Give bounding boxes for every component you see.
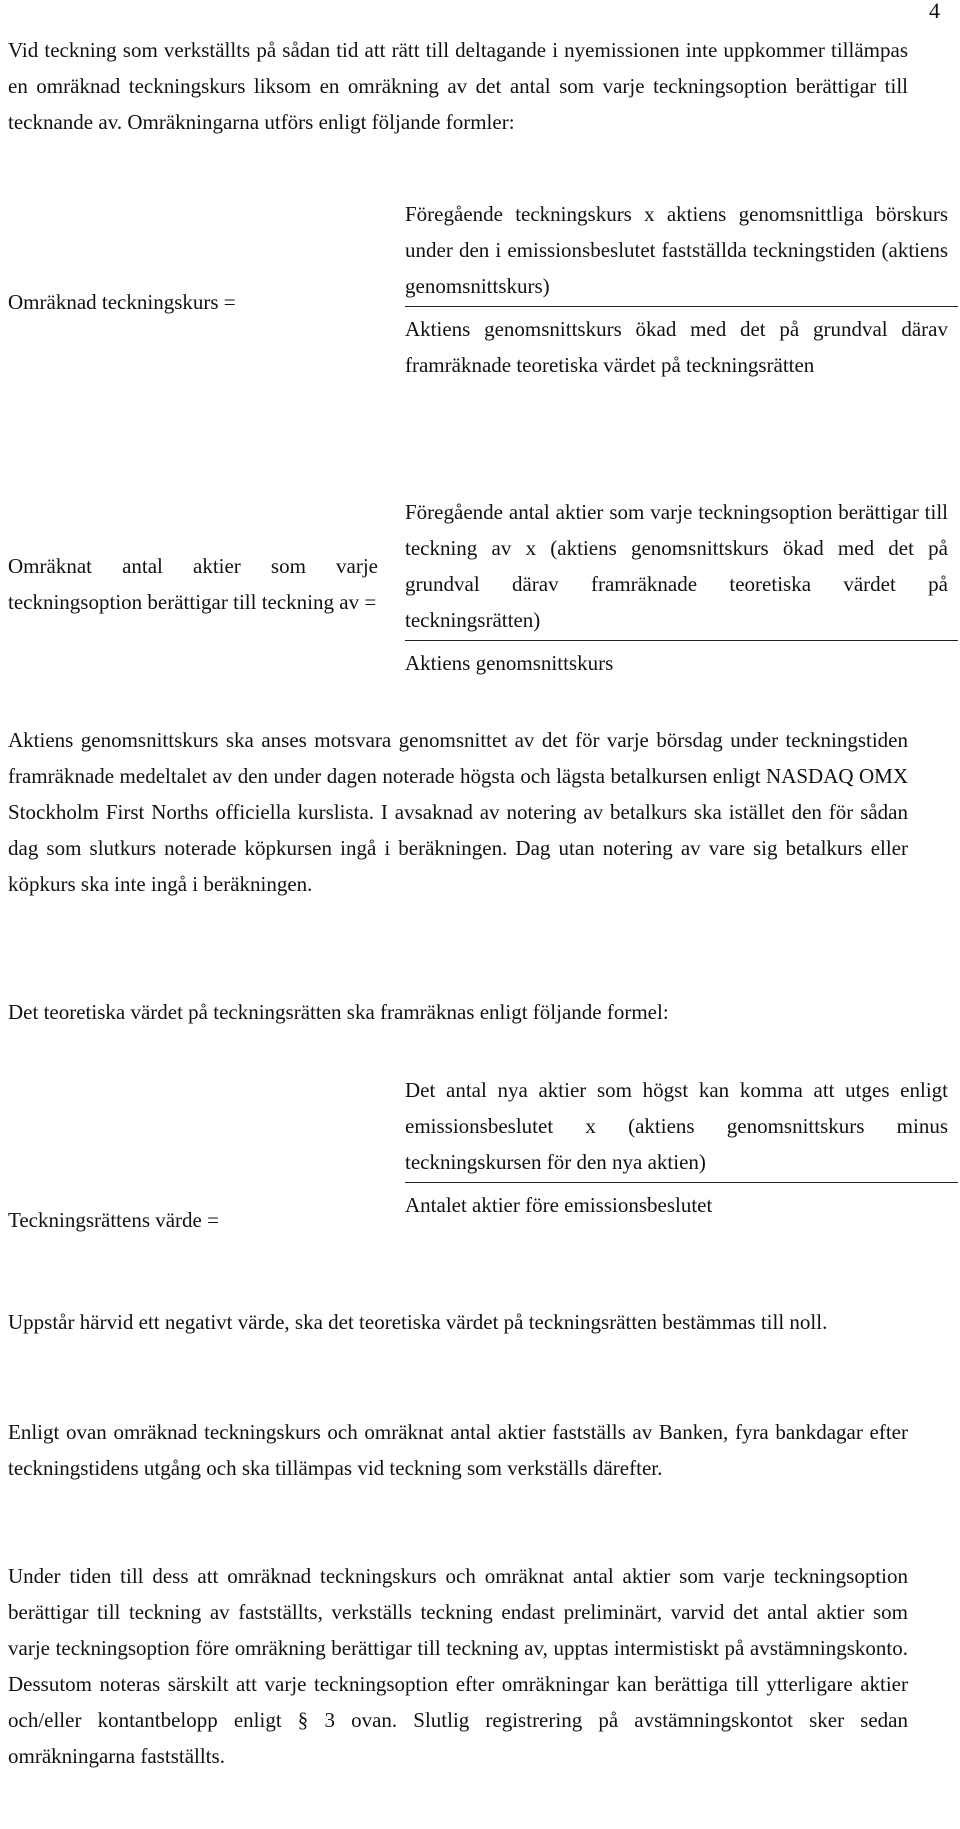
fraction-numerator: Föregående antal aktier som varje teckningsoption berättigar till teckning av x (aktiens genomsnittskurs ökad med det på grundval därav framräknade teoretiska värdet på teckningsrätten) [405,500,948,632]
paragraph-banken: Enligt ovan omräknad teckningskurs och omräknat antal aktier fastställs av Banken, fyra bankdagar efter teckningstidens utgång och ska tillämpas vid teckning som verkställs därefter. [8,1420,908,1480]
paragraph-teoretiska-vardet: Det teoretiska värdet på teckningsrätten ska framräknas enligt följande formel: [8,1000,669,1024]
fraction-numerator: Föregående teckningskurs x aktiens genomsnittliga börskurs under den i emissionsbeslutet fastställda teckningstiden (aktiens genomsnittskurs) [405,202,948,298]
fraction [405,1072,958,1223]
intro-paragraph: Vid teckning som verkställts på sådan tid att rätt till deltagande i nyemissionen inte uppkommer tillämpas en omräknad teckningskurs liksom en omräkning av det antal som varje teckningsoption berättigar till tecknande av. Omräkningarna utförs enligt följande formler: [8,38,908,134]
fraction [405,196,958,383]
fraction-bar [405,1182,958,1183]
fraction-denominator: Aktiens genomsnittskurs [405,651,614,675]
fraction-denominator: Aktiens genomsnittskurs ökad med det på grundval därav framräknade teoretiska värdet på teckningsrätten [405,317,948,377]
fraction-bar [405,306,958,307]
fraction-denominator: Antalet aktier före emissionsbeslutet [405,1193,713,1217]
formula-lhs: Omräknad teckningskurs = [8,290,236,314]
formula-omraknad-teckningskurs [8,196,958,406]
paragraph-preliminart: Under tiden till dess att omräknad teckningskurs och omräknat antal aktier som varje teckningsoption berättigar till teckning av fastställts, verkställs teckning endast preliminärt, varvid det antal aktier som varje teckningsoption före omräkning berättigar till teckning av, upptas intermistiskt på avstämningskonto. Dessutom noteras särskilt att varje teckningsoption efter omräkningar kan berättiga till ytterligare aktier och/eller kontantbelopp enligt § 3 ovan. Slutlig registrering på avstämningskontot sker sedan omräkningarna fastställts. [8,1564,908,1768]
formula-teckningsrattens-varde [8,1072,958,1262]
fraction-numerator: Det antal nya aktier som högst kan komma att utges enligt emissionsbeslutet x (aktiens genomsnittskurs minus teckningskursen för den nya aktien) [405,1078,948,1174]
formula-lhs: Teckningsrättens värde = [8,1208,219,1232]
page-number: 4 [929,0,940,23]
fraction-bar [405,640,958,641]
fraction [405,494,958,681]
formula-lhs: Omräknat antal aktier som varje teckningsoption berättigar till teckning av = [8,554,378,614]
formula-omraknat-antal-aktier [8,494,958,694]
paragraph-genomsnittskurs: Aktiens genomsnittskurs ska anses motsvara genomsnittet av det för varje börsdag under teckningstiden framräknade medeltalet av den under dagen noterade högsta och lägsta betalkursen enligt NASDAQ OMX Stockholm First Norths officiella kurslista. I avsaknad av notering av betalkurs ska istället den för sådan dag som slutkurs noterade köpkursen ingå i beräkningen. Dag utan notering av vare sig betalkurs eller köpkurs ska inte ingå i beräkningen. [8,728,908,896]
paragraph-negativt-varde: Uppstår härvid ett negativt värde, ska det teoretiska värdet på teckningsrätten bestämmas till noll. [8,1310,828,1334]
